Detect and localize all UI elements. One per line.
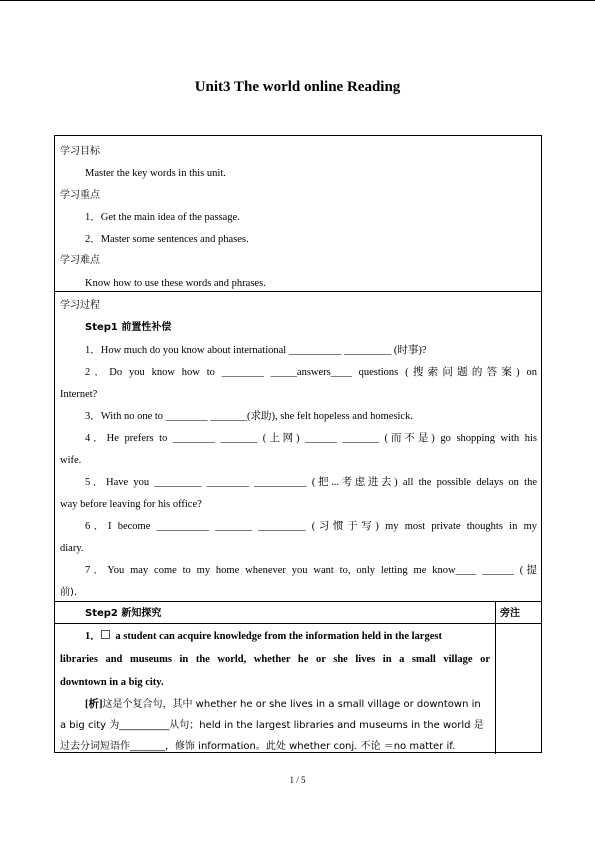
step2-section xyxy=(54,601,542,753)
sidenote-column-divider xyxy=(495,602,496,754)
page-title: Unit3 The world online Reading xyxy=(194,79,401,95)
analysis-line-3: 过去分词短语作_______，修饰 information。此处 whether conj. 不论 ＝no matter if. xyxy=(60,741,456,752)
analysis-line-1-text: 这是个复合句，其中 whether he or she lives in a small village or downtown in xyxy=(102,699,481,710)
step1-heading: Step1 前置性补偿 xyxy=(85,322,172,333)
analysis-line-2: a big city 为__________从句；held in the largest libraries and museums in the world 是 xyxy=(60,720,484,731)
question-5-line-2: way before leaving for his office? xyxy=(60,499,202,510)
sentence-line-2: libraries and museums in the world, whether he or she lives in a small village or xyxy=(60,654,490,665)
focus-item-2: 2．Master some sentences and phases. xyxy=(85,234,249,245)
question-2-line-1: 2．Do you know how to ________ _____answers____ questions (搜索问题的答案) on xyxy=(85,367,537,378)
process-heading: 学习过程 xyxy=(60,300,100,311)
process-section xyxy=(54,291,542,602)
question-1: 1．How much do you know about international __________ _________ (时事)? xyxy=(85,345,427,356)
focus-item-1: 1．Get the main idea of the passage. xyxy=(85,212,240,223)
question-6-line-2: diary. xyxy=(60,543,84,554)
goals-heading: 学习目标 xyxy=(60,146,100,157)
question-5-line-1: 5．Have you _________ ________ __________ (把...考虑进去) all the possible delays on the xyxy=(85,477,537,488)
step2-header-rule xyxy=(55,623,541,624)
sentence-line-1-text: a student can acquire knowledge from the information held in the largest xyxy=(112,631,442,642)
goals-section xyxy=(54,135,542,292)
difficulty-text: Know how to use these words and phrases. xyxy=(85,278,266,289)
sidenote-heading: 旁注 xyxy=(500,608,520,619)
focus-heading: 学习重点 xyxy=(60,190,100,201)
sentence-line-1 xyxy=(85,630,442,643)
page-number: 1 / 5 xyxy=(289,775,306,785)
analysis-line-1 xyxy=(85,698,481,711)
step2-heading: Step2 新知探究 xyxy=(85,608,162,619)
question-2-line-2: Internet? xyxy=(60,389,98,400)
page-top-rule xyxy=(0,0,595,1)
question-6-line-1: 6．I become __________ _______ _________ (习惯于写) my most private thoughts in my xyxy=(85,521,537,532)
sentence-line-3: downtown in a big city. xyxy=(60,677,164,688)
goals-text: Master the key words in this unit. xyxy=(85,168,226,179)
question-4-line-2: wife. xyxy=(60,455,82,466)
checkbox-icon xyxy=(101,630,110,639)
analysis-tag: [析] xyxy=(85,699,103,710)
sentence-number: 1． xyxy=(85,631,101,642)
question-3: 3．With no one to ________ _______(求助), she felt hopeless and homesick. xyxy=(85,411,413,422)
question-4-line-1: 4．He prefers to ________ _______ (上网) ______ _______ (而不是) go shopping with his xyxy=(85,433,537,444)
question-7-line-1: 7．You may come to my home whenever you want to, only letting me know____ ______ (提 xyxy=(85,565,537,576)
difficulty-heading: 学习难点 xyxy=(60,255,100,266)
question-7-line-2: 前). xyxy=(60,587,78,598)
